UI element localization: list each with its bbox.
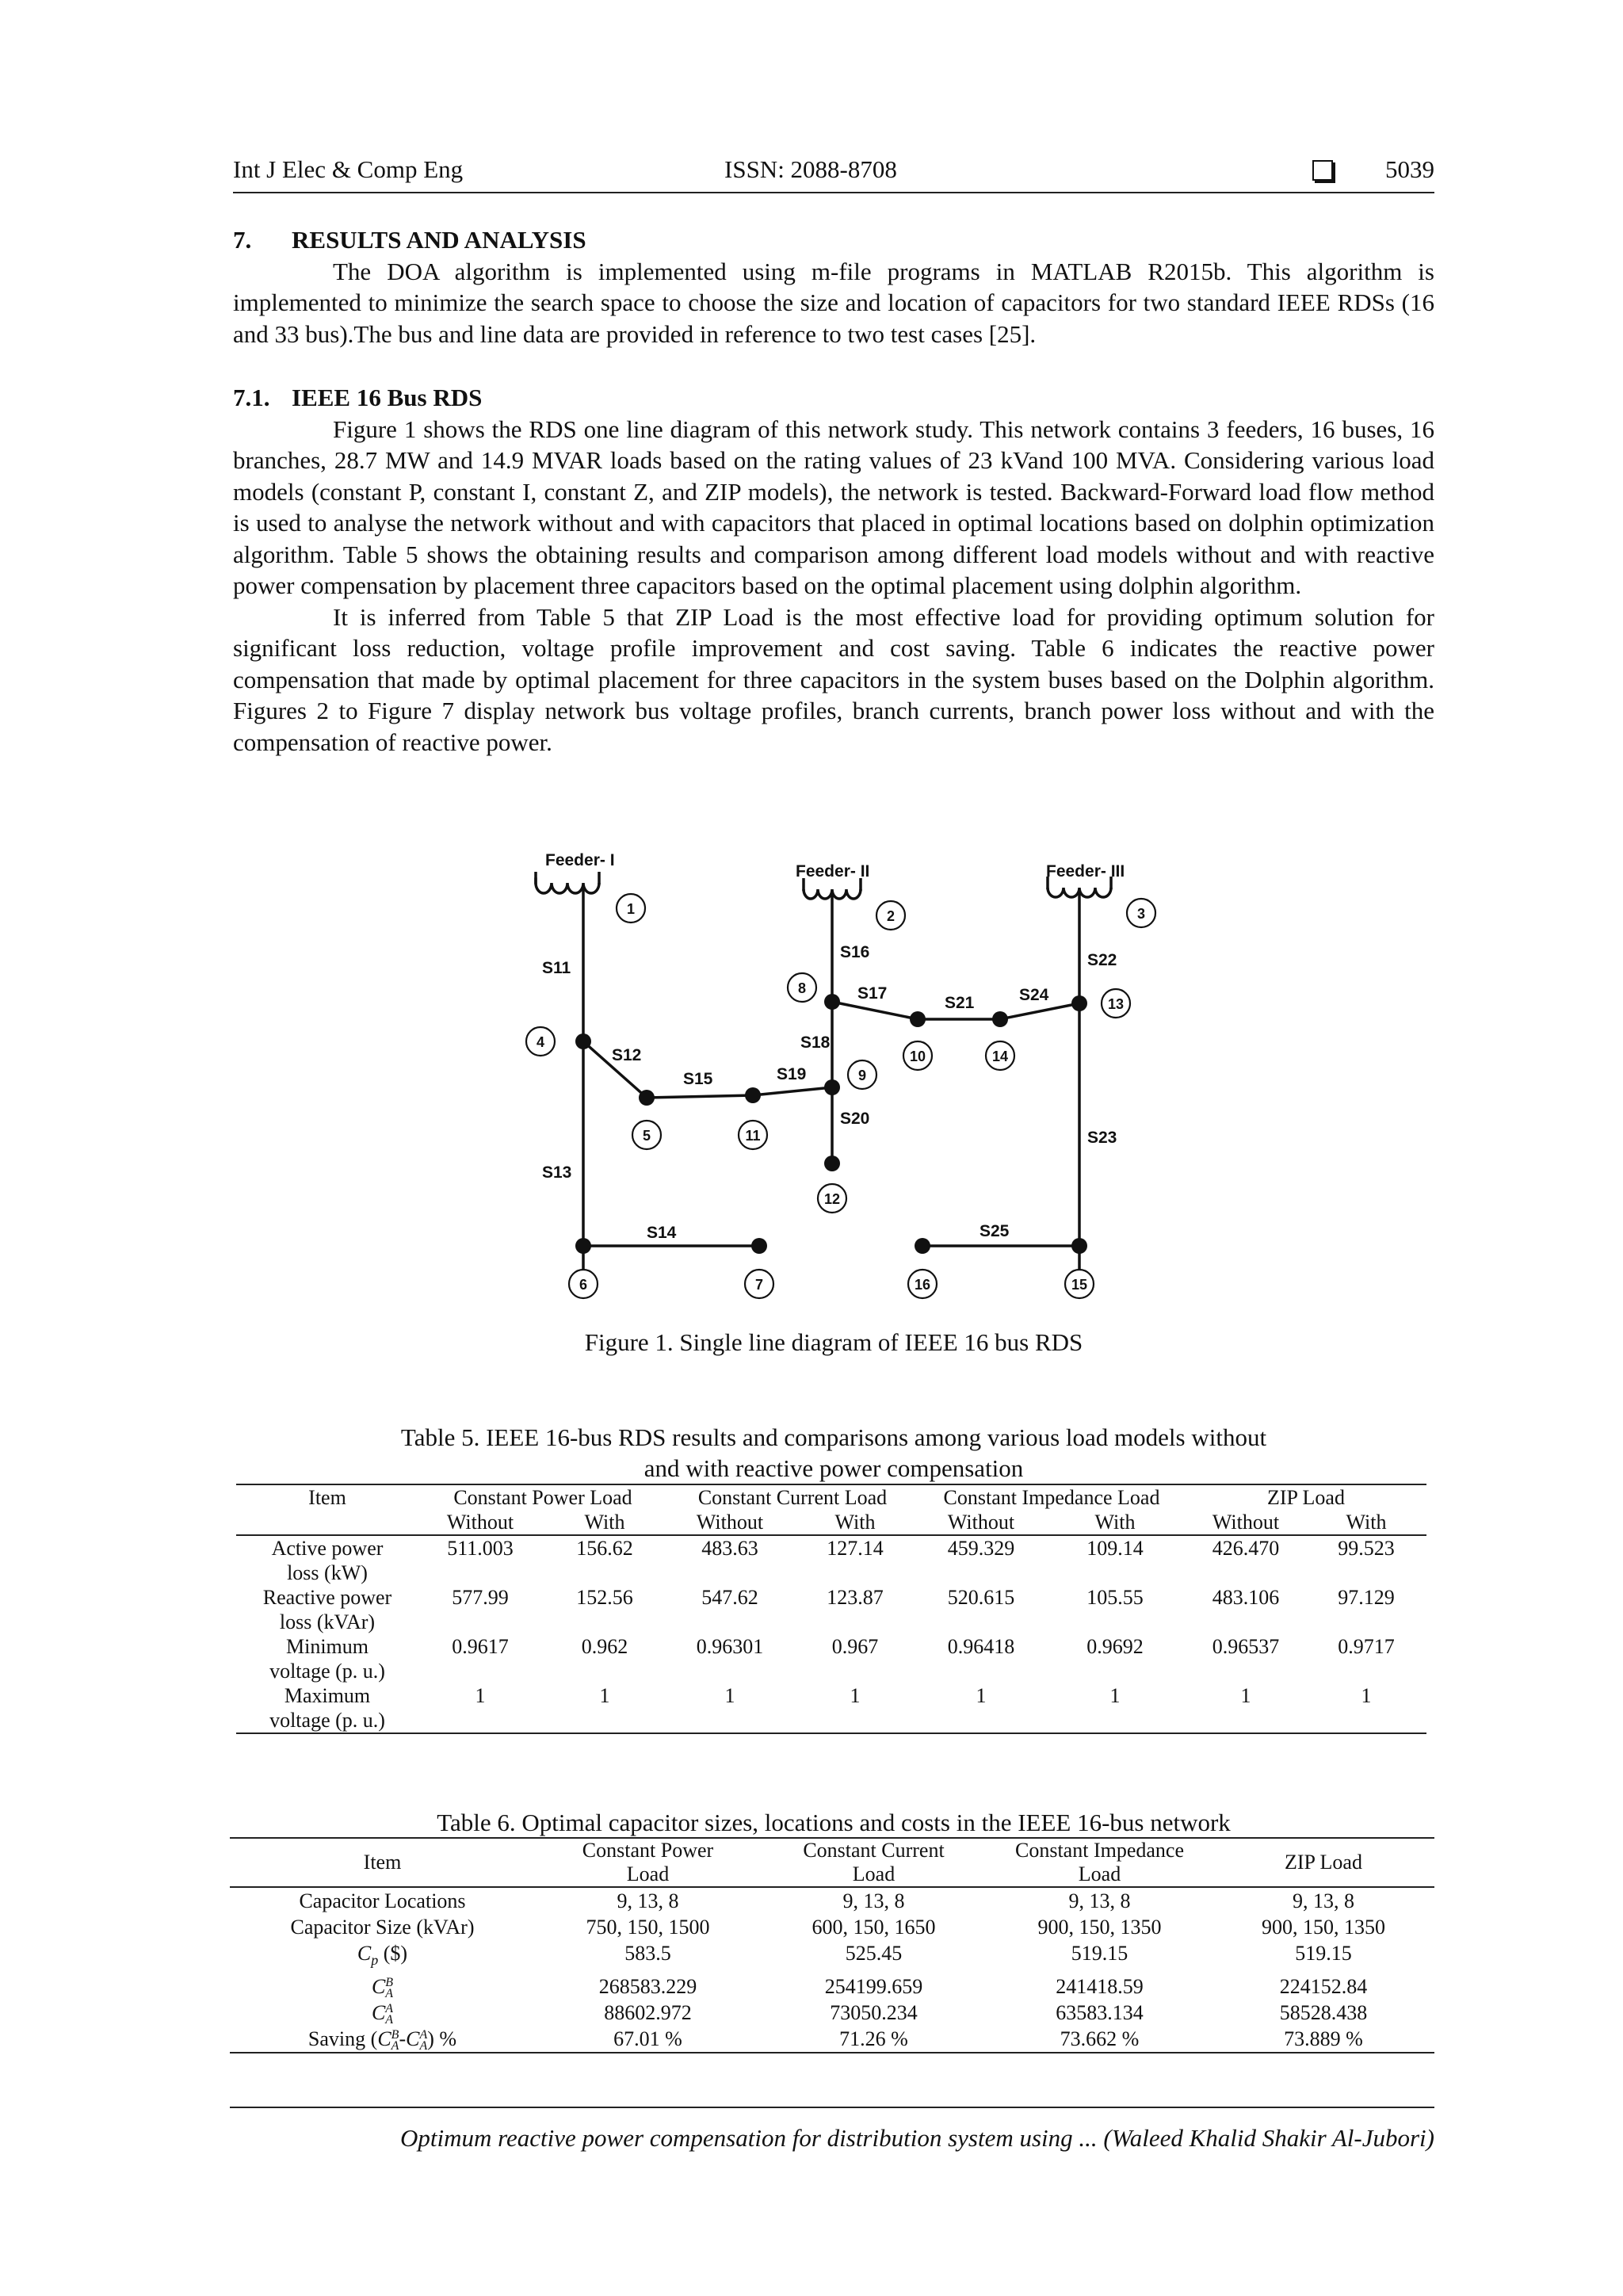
running-header (233, 155, 1434, 193)
section-7 (233, 224, 1434, 350)
table-row: Capacitor Locations 9, 13, 8 9, 13, 8 9, 13, 8 9, 13, 8 (299, 1889, 1354, 1912)
table-row: CA A 88602.972 73050.234 63583.134 58528.438 (371, 2001, 1368, 2027)
item-header: Item (230, 1838, 535, 1887)
bus-label: 16 (914, 1277, 931, 1293)
journal-name: Int J Elec & Comp Eng (233, 155, 464, 183)
bus-label: 8 (797, 980, 807, 996)
feeder-label: Feeder- III (1046, 862, 1125, 881)
branch-label: S18 (800, 1033, 831, 1052)
table-6-caption: Table 6. Optimal capacitor sizes, locations and costs in the IEEE 16-bus network (437, 1809, 1231, 1836)
branch-label: S19 (777, 1065, 807, 1083)
table-row: CB A 268583.229 254199.659 241418.59 224152.84 (371, 1975, 1368, 2001)
bus-label: 6 (579, 1277, 588, 1293)
table-row: Maximum voltage (p. u.) 1 1 1 1 1 1 1 1 (269, 1684, 1372, 1732)
table-row: $C_p$ ($) 583.5 525.45 519.15 519.15 (357, 1942, 1352, 1969)
branch-label: S16 (840, 943, 870, 961)
group-header: Constant Impedance Load (943, 1486, 1160, 1509)
bus-label: 2 (886, 908, 896, 924)
bus-label: 14 (991, 1049, 1009, 1064)
issn: ISSN: 2088-8708 (724, 155, 897, 183)
section-heading: 7. RESULTS AND ANALYSIS (233, 226, 586, 254)
section-7-1 (233, 382, 1434, 758)
table-row: Saving (CB A-CA A) % 67.01 % 71.26 % 73.662 % 73.889 % (307, 2027, 1363, 2053)
table-row: Minimum voltage (p. u.) 0.9617 0.962 0.96301 0.967 0.96418 0.9692 0.96537 0.9717 (269, 1635, 1395, 1683)
item-header: Item (308, 1486, 346, 1509)
page-number: 5039 (1385, 155, 1434, 183)
single-line-diagram-svg (507, 840, 1173, 1308)
running-footer: Optimum reactive power compensation for distribution system using ... (Waleed Khalid Shakir Al-Jubori) (230, 2107, 1434, 2153)
bus-label: 10 (909, 1049, 926, 1064)
branch-label: S12 (612, 1046, 642, 1064)
table-row: Reactive power loss (kVAr) 577.99 152.56 547.62 123.87 520.615 105.55 483.106 97.129 (262, 1586, 1395, 1633)
group-header: Constant Power Load (453, 1486, 632, 1509)
table-5: Item Constant Power Load Constant Current Load Constant Impedance Load ZIP Load Without With Without With Without With Without With Active power loss (kW) 511.003 156.62 483.63 127.14 459.329 109.14 426.470 99.523 Reactive power loss (kVAr) 577.99 152.56 547.62 123.87 520.615 105.55 483.106 97.129 Minimum voltage (p. u.) 0.9617 0.962 0.96301 0.967 0.96418 0.9692 0.96537 0.9717 Maximum voltage (p. u.) 1 1 1 1 1 1 1 1 (236, 1484, 1426, 1734)
branch-label: S22 (1087, 951, 1117, 969)
bus-label: 3 (1136, 906, 1146, 922)
bus-label: 5 (642, 1128, 651, 1144)
square-icon (1312, 160, 1333, 181)
branch-label: S14 (647, 1224, 677, 1242)
table-row: Active power loss (kW) 511.003 156.62 483.63 127.14 459.329 109.14 426.470 99.523 (271, 1537, 1395, 1584)
branch-label: S25 (980, 1222, 1010, 1240)
bus-label: 7 (754, 1277, 764, 1293)
section-7-1-paragraph-1: Figure 1 shows the RDS one line diagram of this network study. This network contains 3 feeders, 16 buses, 16 branches, 28.7 MW and 14.9 MVAR loads based on the rating values of 23 kVand 100 MVA. Considering various load models (constant P, constant I, constant Z, and ZIP models), the network is tested. Backward-Forward load flow method is used to analyse the network without and with capacitors that placed in optimal locations based on dolphin optimization algorithm. Table 5 shows the obtaining results and comparison among different load models without and with reactive power compensation by placement three capacitors based on the optimal placement using dolphin algorithm. (233, 415, 1434, 599)
feeder-label: Feeder- II (796, 862, 870, 881)
branch-label: S15 (683, 1070, 713, 1088)
group-header: Constant Current Load (697, 1486, 888, 1509)
bus-label: 9 (857, 1068, 867, 1083)
section-7-1-paragraph-2: It is inferred from Table 5 that ZIP Load is the most effective load for providing optimum solution for significant loss reduction, voltage profile improvement and cost saving. Table 6 indicates the reactive power compensation that made by optimal placement for three capacitors in the system buses based on the Dolphin algorithm. Figures 2 to Figure 7 display network bus voltage profiles, branch currents, branch power loss without and with the compensation of reactive power. (233, 602, 1434, 756)
bus-label: 12 (823, 1191, 841, 1207)
table-6: Item Constant Power Load Constant Current Load Constant Impedance Load ZIP Load Capacitor Locations 9, 13, 8 9, 13, 8 9, 13, 8 9, 13, 8 Capacitor Size (kVAr) 750, 150, 1500 600, 150, 1650 900, 150, 1350 900, 150, 1350 $C_p$ ($) 583.5 525.45 519.15 519.15 CB A 268583.229 254199.659 241418.59 224152.84 CA A 88602.972 73050.234 63583.134 58528.438 Saving (CB A-CA A) % 67.01 % 71.26 % 73.662 % 73.889 % (230, 1837, 1434, 2053)
branch-label: S24 (1019, 986, 1049, 1004)
branch-label: S23 (1087, 1129, 1117, 1147)
branch-label: S13 (542, 1163, 572, 1182)
table-5-caption: Table 5. IEEE 16-bus RDS results and comparisons among various load models without and with reactive power compensation (400, 1423, 1267, 1482)
single-line-diagram (507, 840, 1173, 1308)
branch-label: S21 (945, 994, 975, 1012)
feeder-label: Feeder- I (545, 851, 615, 869)
branch-label: S17 (857, 984, 888, 1003)
branch-label: S11 (542, 959, 571, 977)
bus-label: 13 (1107, 996, 1125, 1012)
bus-label: 1 (626, 901, 636, 917)
bus-label: 4 (536, 1034, 545, 1050)
bus-label: 11 (745, 1128, 761, 1144)
subsection-heading: 7.1. IEEE 16 Bus RDS (233, 384, 483, 411)
branch-label: S20 (840, 1110, 870, 1128)
table-row: Capacitor Size (kVAr) 750, 150, 1500 600, 150, 1650 900, 150, 1350 900, 150, 1350 (290, 1916, 1385, 1939)
section-7-paragraph: The DOA algorithm is implemented using m-file programs in MATLAB R2015b. This algorithm is implemented to minimize the search space to choose the size and location of capacitors for two standard IEEE RDSs (16 and 33 bus).The bus and line data are provided in reference to two test cases [25]. (233, 257, 1434, 348)
figure-1-caption: Figure 1. Single line diagram of IEEE 16 bus RDS (584, 1328, 1083, 1356)
bus-label: 15 (1071, 1277, 1088, 1293)
group-header: ZIP Load (1267, 1486, 1345, 1509)
